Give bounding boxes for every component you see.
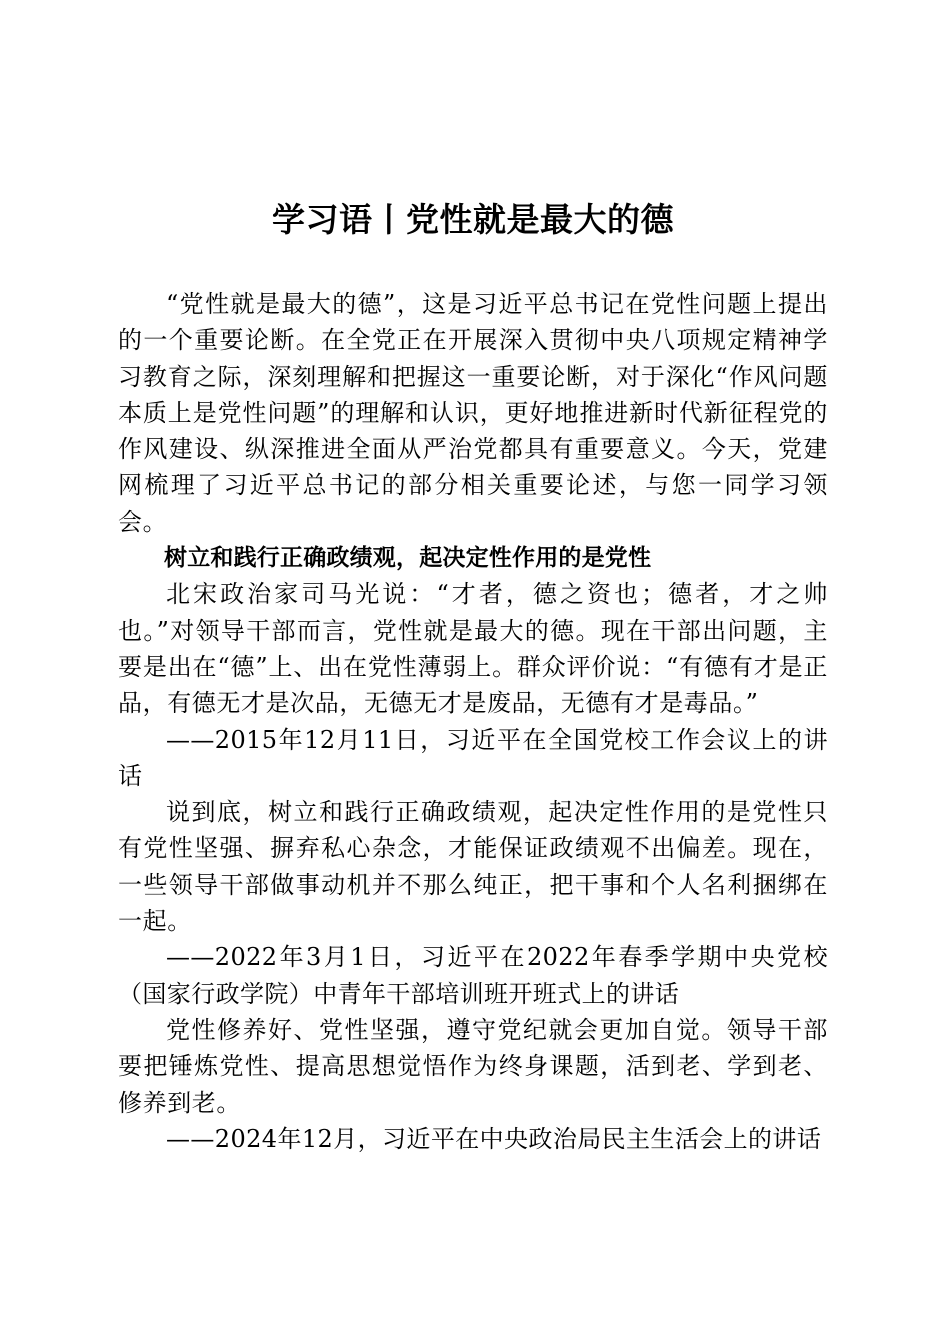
section-heading: 树立和践行正确政绩观，起决定性作用的是党性 [164,545,652,572]
intro-paragraph: “党性就是最大的德”，这是习近平总书记在党性问题上提出的一个重要论断。在全党正在开展深入贯彻中央八项规定精神学习教育之际，深刻理解和把握这一重要论断，对于深化“作风问题本质上是党性问题”的理解和认识，更好地推进新时代新征程党的作风建设、纵深推进全面从严治党都具有重要意义。今天，党建网梳理了习近平总书记的部分相关重要论述，与您一同学习领会。 [118,290,828,536]
quote-paragraph-3: 党性修养好、党性坚强，遵守党纪就会更加自觉。领导干部要把锤炼党性、提高思想觉悟作为终身课题，活到老、学到老、修养到老。 [118,1015,828,1117]
quote-paragraph-2: 说到底，树立和践行正确政绩观，起决定性作用的是党性只有党性坚强、摒弃私心杂念，才能保证政绩观不出偏差。现在，一些领导干部做事动机并不那么纯正，把干事和个人名利捆绑在一起。 [118,798,828,936]
quote-paragraph-1: 北宋政治家司马光说：“才者，德之资也；德者，才之帅也。”对领导干部而言，党性就是最大的德。现在干部出问题，主要是出在“德”上、出在党性薄弱上。群众评价说：“有德有才是正品，有德无才是次品，无德无才是废品，无德有才是毒品。” [118,580,828,718]
document-page [118,196,828,1157]
source-citation-2: ——2022年3月1日，习近平在2022年春季学期中央党校（国家行政学院）中青年干部培训班开班式上的讲话 [118,943,828,1008]
source-citation-1: ——2015年12月11日，习近平在全国党校工作会议上的讲话 [118,725,828,790]
document-title: 学习语丨党性就是最大的德 [272,200,674,239]
source-citation-3: ——2024年12月，习近平在中央政治局民主生活会上的讲话 [166,1124,822,1153]
